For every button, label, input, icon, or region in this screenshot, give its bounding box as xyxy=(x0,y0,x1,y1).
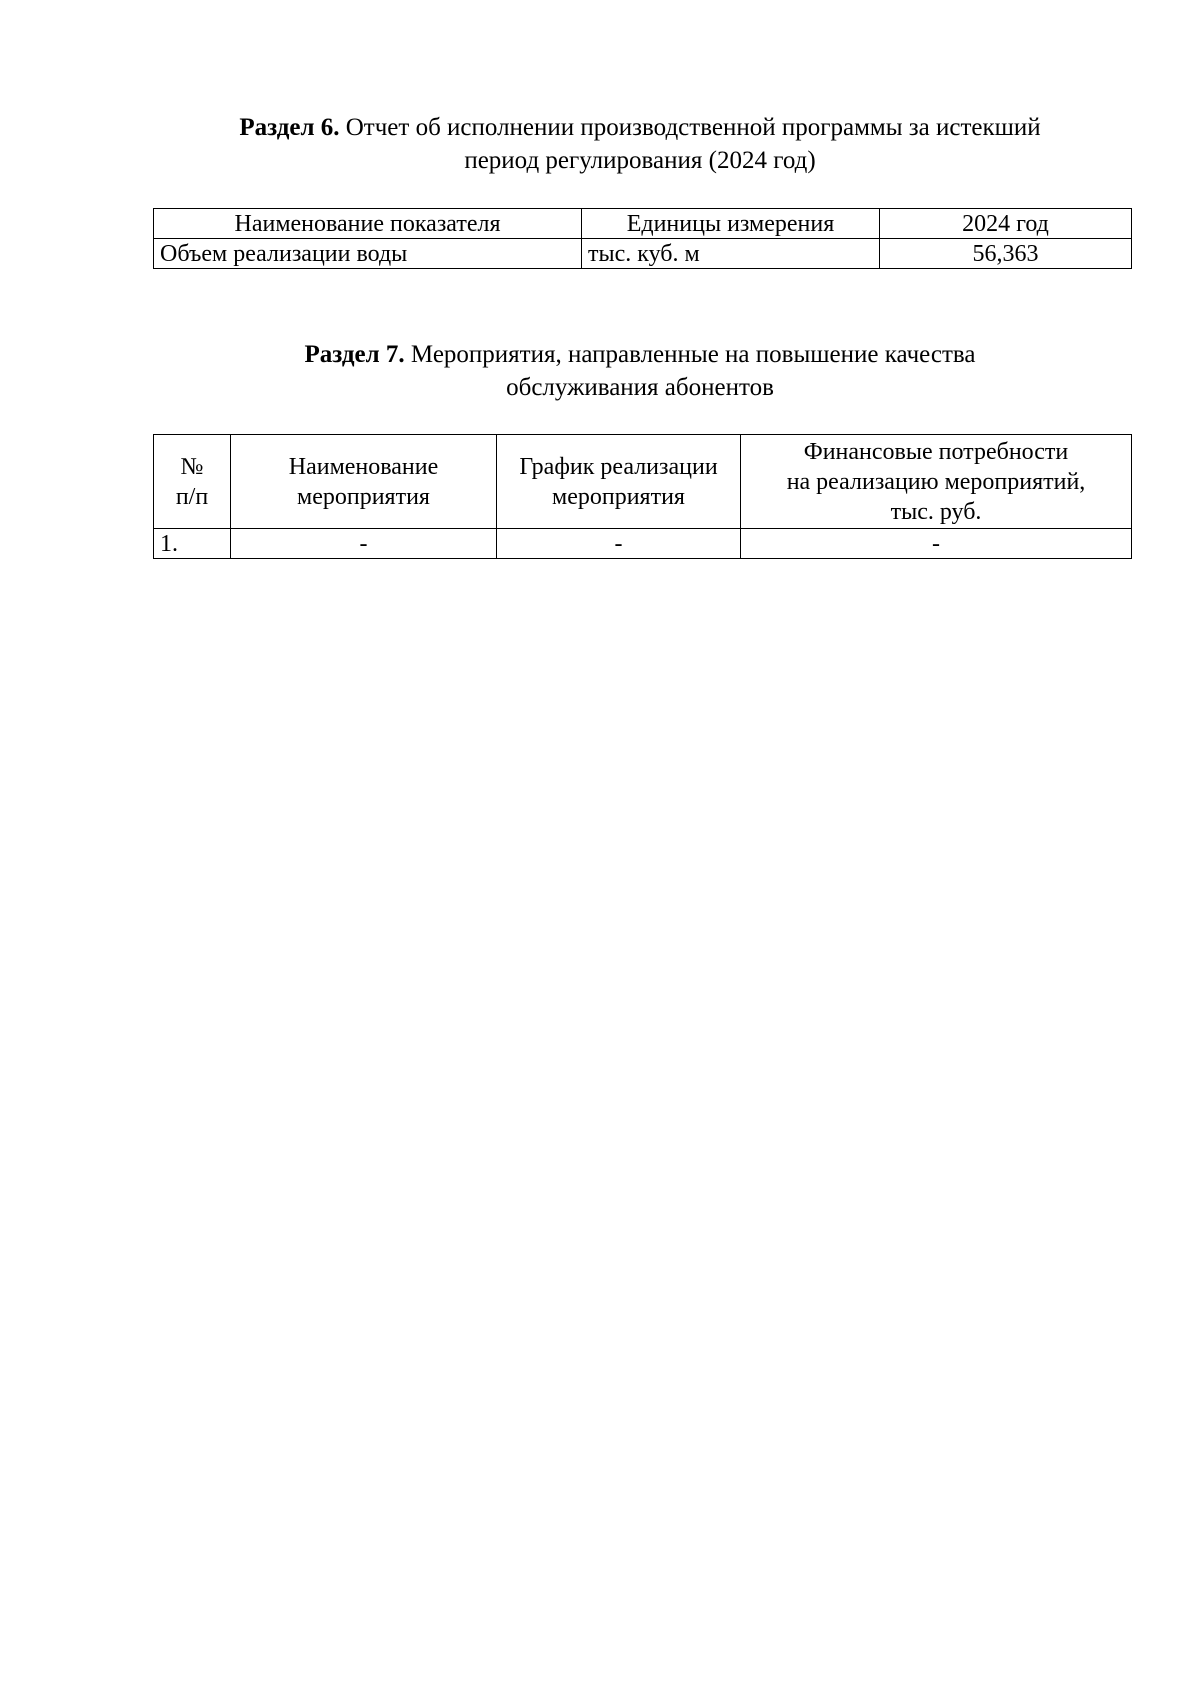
section-6-title-line1: Отчет об исполнении производственной программы за истекший xyxy=(339,114,1041,141)
header-year: 2024 год xyxy=(880,209,1132,239)
section-6-title-line2: период регулирования (2024 год) xyxy=(464,147,816,174)
cell-indicator-name: Объем реализации воды xyxy=(154,239,582,269)
cell-schedule: - xyxy=(497,529,741,559)
header-number-line2: п/п xyxy=(175,483,209,510)
cell-units: тыс. куб. м xyxy=(582,239,880,269)
header-financial-line1: Финансовые потребности xyxy=(803,438,1069,465)
header-number-line1: № xyxy=(180,453,204,480)
table-row xyxy=(154,239,1132,269)
section-6-heading xyxy=(150,111,1130,177)
header-schedule-line1: График реализации xyxy=(519,453,718,480)
table-row xyxy=(154,529,1132,559)
header-number xyxy=(154,435,231,529)
section-7-title-line2: обслуживания абонентов xyxy=(506,374,774,401)
cell-measure-name: - xyxy=(231,529,497,559)
cell-value: 56,363 xyxy=(880,239,1132,269)
header-indicator-name: Наименование показателя xyxy=(154,209,582,239)
production-program-report-table xyxy=(153,208,1132,269)
table-header-row xyxy=(154,209,1132,239)
header-measure-name xyxy=(231,435,497,529)
section-7-heading xyxy=(150,338,1130,404)
header-financial-line2: на реализацию мероприятий, xyxy=(786,468,1086,495)
header-schedule xyxy=(497,435,741,529)
section-7-title-line1: Мероприятия, направленные на повышение качества xyxy=(404,341,976,368)
header-schedule-line2: мероприятия xyxy=(552,483,685,510)
cell-number: 1. xyxy=(154,529,231,559)
header-financial-needs xyxy=(741,435,1132,529)
cell-financial-needs: - xyxy=(741,529,1132,559)
section-6-label: Раздел 6. xyxy=(239,114,340,141)
section-7-label: Раздел 7. xyxy=(304,341,405,368)
service-quality-measures-table xyxy=(153,434,1132,559)
header-measure-name-line1: Наименование xyxy=(288,453,439,480)
header-financial-line3: тыс. руб. xyxy=(890,498,982,525)
header-measure-name-line2: мероприятия xyxy=(297,483,430,510)
header-units: Единицы измерения xyxy=(582,209,880,239)
table-header-row xyxy=(154,435,1132,529)
